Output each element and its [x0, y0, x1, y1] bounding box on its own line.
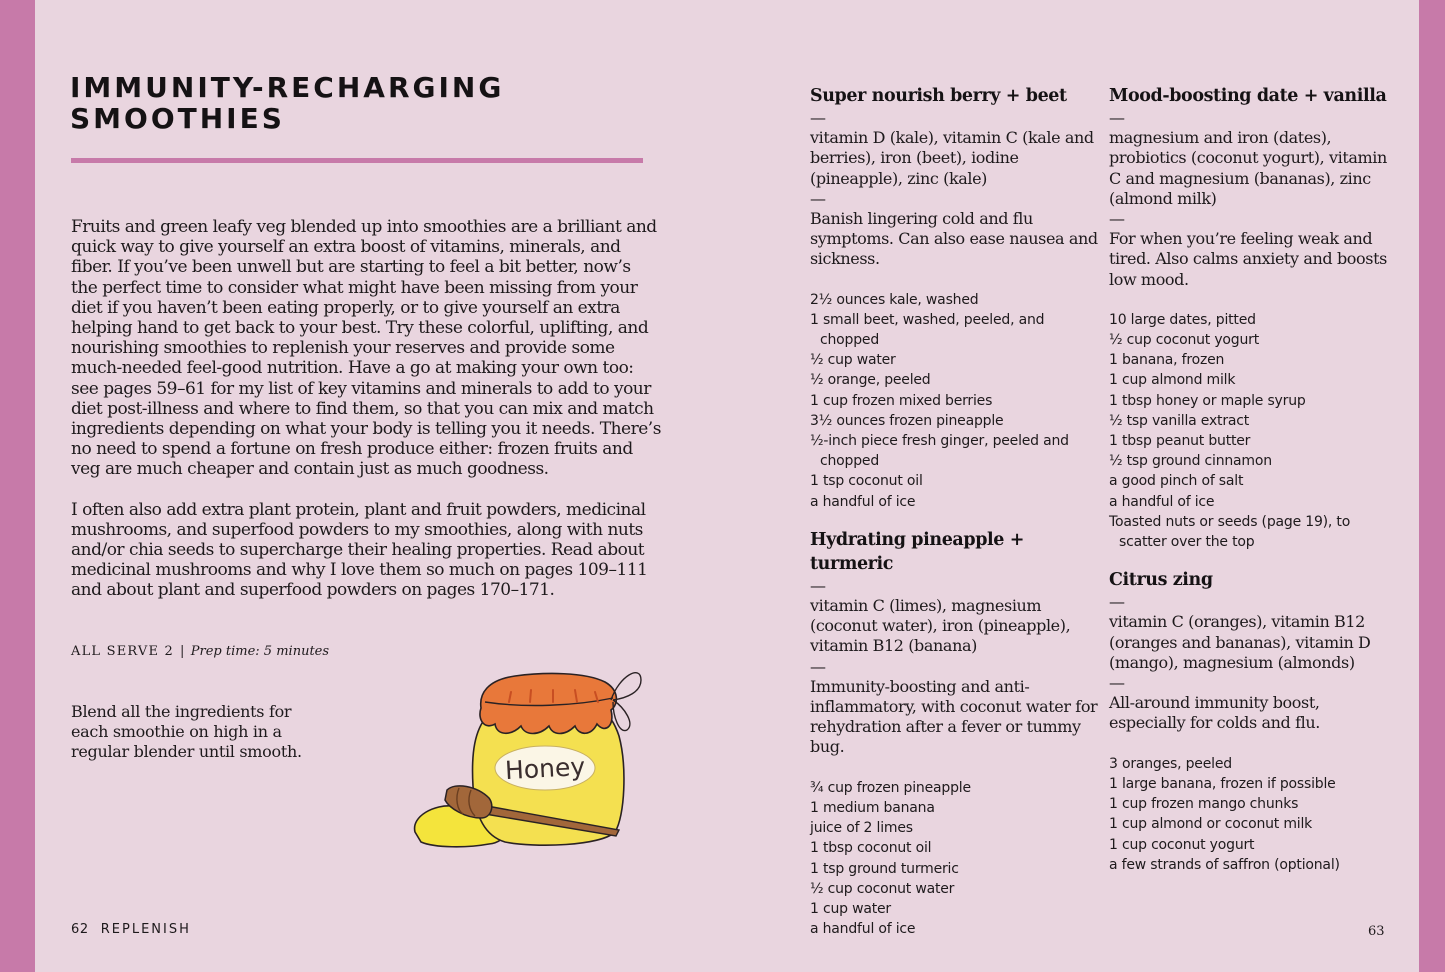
recipe-title: Citrus zing: [1109, 570, 1213, 591]
divider-dash: —: [1109, 209, 1125, 229]
recipe-title: Mood-boosting date + vanilla: [1109, 86, 1387, 106]
recipe-title: Hydrating pineapple + turmeric: [810, 529, 1024, 574]
divider-dash: —: [810, 575, 826, 595]
recipe-column-2: [1109, 84, 1399, 891]
ingredient-item: 1 cup frozen mixed berries: [810, 392, 993, 409]
ingredient-list: [1109, 310, 1399, 552]
ingredient-item: 1 cup almond milk: [1109, 372, 1236, 389]
recipe-berry-beet: [810, 84, 1100, 512]
recipe-nutrients: magnesium and iron (dates), probiotics (coconut yogurt), vitamin C and magnesium (bananas), zinc (almond milk): [1109, 128, 1387, 208]
ingredient-item: 1 cup almond or coconut milk: [1109, 816, 1313, 833]
ingredient-item: 1 tbsp honey or maple syrup: [1109, 392, 1306, 409]
serving-info: [71, 643, 329, 661]
ingredient-item: 3 oranges, peeled: [1109, 755, 1232, 772]
ingredient-item: 1 tsp coconut oil: [810, 473, 923, 490]
honey-label-text: Honey: [504, 751, 586, 786]
method-text: Blend all the ingredients for each smoothie on high in a regular blender until smooth.: [71, 702, 302, 762]
divider-dash: —: [1109, 592, 1125, 612]
recipe-citrus-zing: [1109, 568, 1399, 875]
recipe-benefit: For when you’re feeling weak and tired. Also calms anxiety and boosts low mood.: [1109, 229, 1387, 289]
recipe-nutrients: vitamin C (oranges), vitamin B12 (oranges and bananas), vitamin D (mango), magnesium (almonds): [1109, 612, 1371, 672]
ingredient-item: a handful of ice: [810, 921, 916, 938]
ingredient-item: Toasted nuts or seeds (page 19), to scatter over the top: [1109, 513, 1351, 551]
recipe-benefit: Banish lingering cold and flu symptoms. Can also ease nausea and sickness.: [810, 209, 1098, 269]
left-page: [35, 0, 723, 972]
ingredient-item: ½ orange, peeled: [810, 372, 931, 389]
intro-paragraph: Fruits and green leafy veg blended up into smoothies are a brilliant and quick way to give yourself an extra boost of vitamins, minerals, and fiber. If you’ve been unwell but are starting to feel a bit better, now’s the perfect time to consider what might have been missing from your diet if you haven’t been eating properly, or to give yourself an extra helping hand to get back to your best. Try these colorful, uplifting, and nourishing smoothies to replenish your reserves and provide some much-needed feel-good nutrition. Have a go at making your own too: see pages 59–61 for my list of key vitamins and minerals to add to your diet post-illness and where to find them, so that you can mix and match ingredients depending on what your body is telling you it needs. There’s no need to spend a fortune on fresh produce either: frozen fruits and veg are much cheaper and contain just as much goodness.: [71, 217, 661, 480]
section-name: REPLENISH: [100, 922, 191, 937]
divider-dash: —: [810, 656, 826, 676]
honey-jar-illustration: [405, 656, 645, 856]
jar-bow: [611, 673, 641, 731]
ingredient-list: [810, 778, 1100, 940]
page-number-left: 62: [71, 922, 89, 937]
serving-separator: |: [180, 644, 185, 659]
right-page: [723, 0, 1419, 972]
ingredient-item: a good pinch of salt: [1109, 473, 1244, 490]
ingredient-item: juice of 2 limes: [810, 820, 913, 837]
ingredient-list: [810, 290, 1100, 512]
serves-label: ALL SERVE 2: [71, 644, 174, 659]
recipe-title: Super nourish berry + beet: [810, 86, 1067, 106]
divider-dash: —: [810, 188, 826, 208]
ingredient-item: 10 large dates, pitted: [1109, 311, 1256, 328]
divider-dash: —: [1109, 673, 1125, 693]
recipe-pineapple-turmeric: [810, 528, 1100, 939]
ingredient-list: [1109, 754, 1399, 875]
ingredient-item: a few strands of saffron (optional): [1109, 856, 1340, 873]
ingredient-item: 2½ ounces kale, washed: [810, 291, 979, 308]
ingredient-item: 1 medium banana: [810, 799, 935, 816]
title-rule: [71, 158, 643, 163]
ingredient-item: 1 tsp ground turmeric: [810, 860, 959, 877]
ingredient-item: a handful of ice: [810, 493, 916, 510]
divider-dash: —: [1109, 108, 1125, 127]
recipe-date-vanilla: [1109, 84, 1399, 552]
ingredient-item: ½-inch piece fresh ginger, peeled and chopped: [810, 433, 1069, 470]
ingredient-item: 1 large banana, frozen if possible: [1109, 775, 1336, 792]
intro-text: [71, 217, 661, 621]
recipe-benefit: All-around immunity boost, especially for colds and flu.: [1109, 693, 1320, 733]
ingredient-item: 1 tbsp coconut oil: [810, 840, 932, 857]
right-page-edge: [1419, 0, 1445, 972]
ingredient-item: 1 cup coconut yogurt: [1109, 836, 1255, 853]
divider-dash: —: [810, 108, 826, 127]
ingredient-item: 1 small beet, washed, peeled, and chopped: [810, 311, 1045, 349]
prep-time: Prep time: 5 minutes: [190, 644, 330, 659]
ingredient-item: 3½ ounces frozen pineapple: [810, 412, 1004, 429]
left-page-edge: [0, 0, 35, 972]
recipe-nutrients: vitamin D (kale), vitamin C (kale and berries), iron (beet), iodine (pineapple), zinc (kale): [810, 128, 1094, 188]
ingredient-item: ½ cup coconut water: [810, 880, 955, 897]
page-title: IMMUNITY-RECHARGING SMOOTHIES: [70, 71, 505, 135]
page-footer-left: [71, 922, 191, 937]
page-number-right: 63: [1368, 924, 1385, 939]
ingredient-item: ½ cup coconut yogurt: [1109, 332, 1259, 349]
recipe-nutrients: vitamin C (limes), magnesium (coconut water), iron (pineapple), vitamin B12 (banana): [810, 596, 1071, 656]
ingredient-item: ½ tsp ground cinnamon: [1109, 453, 1272, 470]
recipe-benefit: Immunity-boosting and anti-inflammatory, with coconut water for rehydration after a fever or tummy bug.: [810, 676, 1098, 757]
ingredient-item: ½ tsp vanilla extract: [1109, 412, 1250, 429]
ingredient-item: 1 cup water: [810, 900, 891, 917]
intro-paragraph: I often also add extra plant protein, plant and fruit powders, medicinal mushrooms, and superfood powders to my smoothies, along with nuts and/or chia seeds to supercharge their healing properties. Read about medicinal mushrooms and why I love them so much on pages 109–111 and about plant and superfood powders on pages 170–171.: [71, 499, 648, 601]
recipe-column-1: [810, 84, 1100, 955]
ingredient-item: ½ cup water: [810, 352, 896, 369]
ingredient-item: ¾ cup frozen pineapple: [810, 779, 971, 796]
ingredient-item: 1 banana, frozen: [1109, 352, 1225, 369]
ingredient-item: a handful of ice: [1109, 493, 1215, 510]
ingredient-item: 1 cup frozen mango chunks: [1109, 796, 1299, 813]
ingredient-item: 1 tbsp peanut butter: [1109, 433, 1251, 450]
